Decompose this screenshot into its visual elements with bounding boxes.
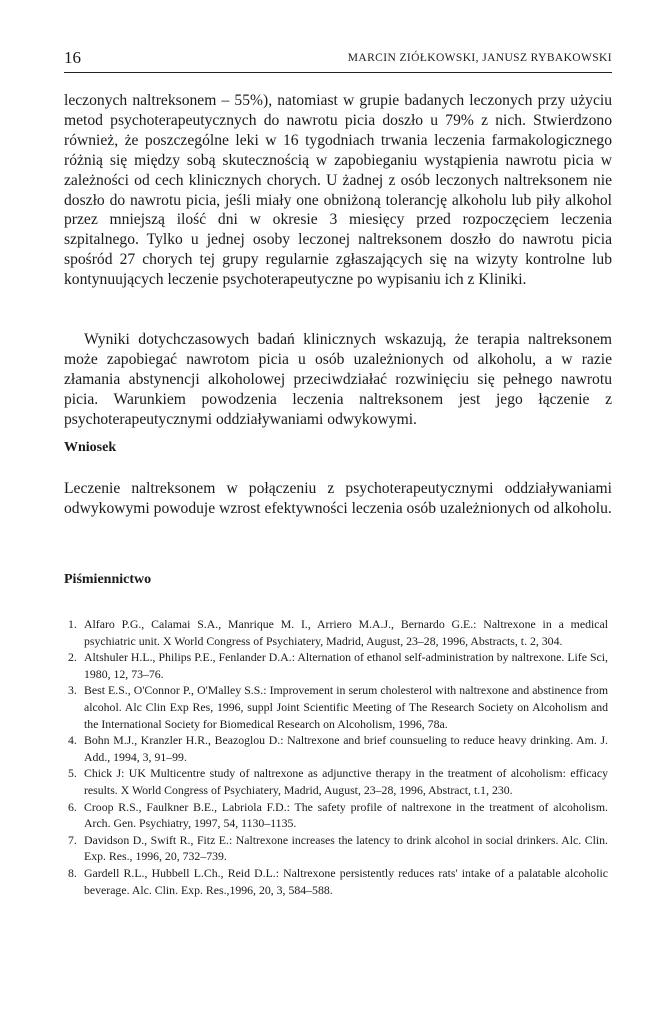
reference-item bbox=[64, 799, 608, 832]
reference-item bbox=[64, 616, 608, 649]
running-header-authors: MARCIN ZIÓŁKOWSKI, JANUSZ RYBAKOWSKI bbox=[347, 52, 612, 64]
reference-list bbox=[64, 616, 608, 898]
reference-number: 8. bbox=[68, 865, 77, 880]
references-heading: Piśmiennictwo bbox=[64, 572, 152, 587]
reference-number: 2. bbox=[68, 650, 77, 665]
reference-item bbox=[64, 732, 608, 765]
reference-number: 6. bbox=[68, 799, 77, 814]
reference-item bbox=[64, 765, 608, 798]
header-rule bbox=[64, 72, 612, 73]
body-paragraph-1: leczonych naltreksonem – 55%), natomiast w grupie badanych leczonych przy użyciu metod psychoterapeutycznych do nawrotu picia doszło u 79% z nich. Stwierdzono również, że poszczególne leki w 16 tygodniach trwania leczenia farmakologicznego różnią się między sobą skutecznością w zapobieganiu wystąpienia nawrotu picia w zależności od cech klinicznych chorych. U żadnej z osób leczonych naltreksonem nie doszło do nawrotu picia, jeśli miały one obniżoną tolerancję alkoholu lub piły alkohol przez mniejszą ilość dni w okresie 3 miesięcy przed rozpoczęciem leczenia szpitalnego. Tylko u jednej osoby leczonej naltreksonem doszło do nawrotu picia spośród 27 chorych tej grupy regularnie zgłaszających się na wizyty kontrolne lub kontynuujących leczenie psychoterapeutyczne po wypisaniu ich z Kliniki. bbox=[64, 92, 612, 289]
running-header bbox=[64, 48, 612, 72]
reference-item bbox=[64, 682, 608, 732]
conclusion-heading: Wniosek bbox=[64, 440, 117, 455]
reference-number: 3. bbox=[68, 683, 77, 698]
reference-item bbox=[64, 865, 608, 898]
reference-text: Davidson D., Swift R., Fitz E.: Naltrexone increases the latency to drink alcohol in social drinkers. Alc. Clin. Exp. Res., 1996, 20, 732–739. bbox=[84, 832, 608, 864]
page-number: 16 bbox=[64, 48, 81, 67]
reference-number: 4. bbox=[68, 733, 77, 748]
conclusion-text: Leczenie naltreksonem w połączeniu z psychoterapeutycznymi oddziaływaniami odwykowymi powoduje wzrost efektywności leczenia osób uzależnionych od alkoholu. bbox=[64, 480, 612, 517]
reference-item bbox=[64, 832, 608, 865]
reference-text: Chick J: UK Multicentre study of naltrexone as adjunctive therapy in the treatment of alcoholism: efficacy results. X World Congress of Psychiatery, Madrid, August, 23–28, 1996, Abstract, t.1, 230. bbox=[84, 766, 608, 797]
body-paragraph-2: Wyniki dotychczasowych badań klinicznych wskazują, że terapia naltreksonem może zapobiegać nawrotom picia u osób uzależnionych od alkoholu, a w razie złamania abstynencji alkoholowej przeciwdziałać rozwinięciu się pełnego nawrotu picia. Warunkiem powodzenia leczenia naltreksonem jest jego łączenie z psychoterapeutycznymi oddziaływaniami odwykowymi. bbox=[64, 331, 612, 428]
reference-item bbox=[64, 649, 608, 682]
reference-text: Alfaro P.G., Calamai S.A., Manrique M. I., Arriero M.A.J., Bernardo G.E.: Naltrexone in a medical psychiatric unit. X World Congress of Psychiatery, Madrid, August, 23–28, 1996, Abstracts, t. 2, 304. bbox=[84, 617, 608, 648]
reference-text: Bohn M.J., Kranzler H.R., Beazoglou D.: Naltrexone and brief counsueling to reduce heavy drinking. Am. J. Add., 1994, 3, 91–99. bbox=[84, 733, 608, 764]
reference-number: 7. bbox=[68, 832, 77, 847]
reference-text: Best E.S., O'Connor P., O'Malley S.S.: Improvement in serum cholesterol with naltrexone and abstinence from alcohol. Alc Clin Exp Res, 1996, suppl Joint Scientific Meeting of The Research Society on Alcoholism and the International Society for Biomedical Research on Alcoholism, 1996, 78a. bbox=[84, 683, 608, 731]
reference-text: Gardell R.L., Hubbell L.Ch., Reid D.L.: Naltrexone persistently reduces rats' intake of a palatable alcoholic beverage. Alc. Clin. Exp. Res.,1996, 20, 3, 584–588. bbox=[84, 865, 608, 897]
reference-number: 1. bbox=[68, 617, 77, 631]
reference-text: Croop R.S., Faulkner B.E., Labriola F.D.: The safety profile of naltrexone in the treatment of alcoholism. Arch. Gen. Psychiatry, 1997, 54, 1130–1135. bbox=[84, 799, 608, 831]
reference-text: Altshuler H.L., Philips P.E., Fenlander D.A.: Alternation of ethanol self-administration by naltrexone. Life Sci, 1980, 12, 73–76. bbox=[84, 650, 608, 681]
reference-number: 5. bbox=[68, 766, 77, 781]
